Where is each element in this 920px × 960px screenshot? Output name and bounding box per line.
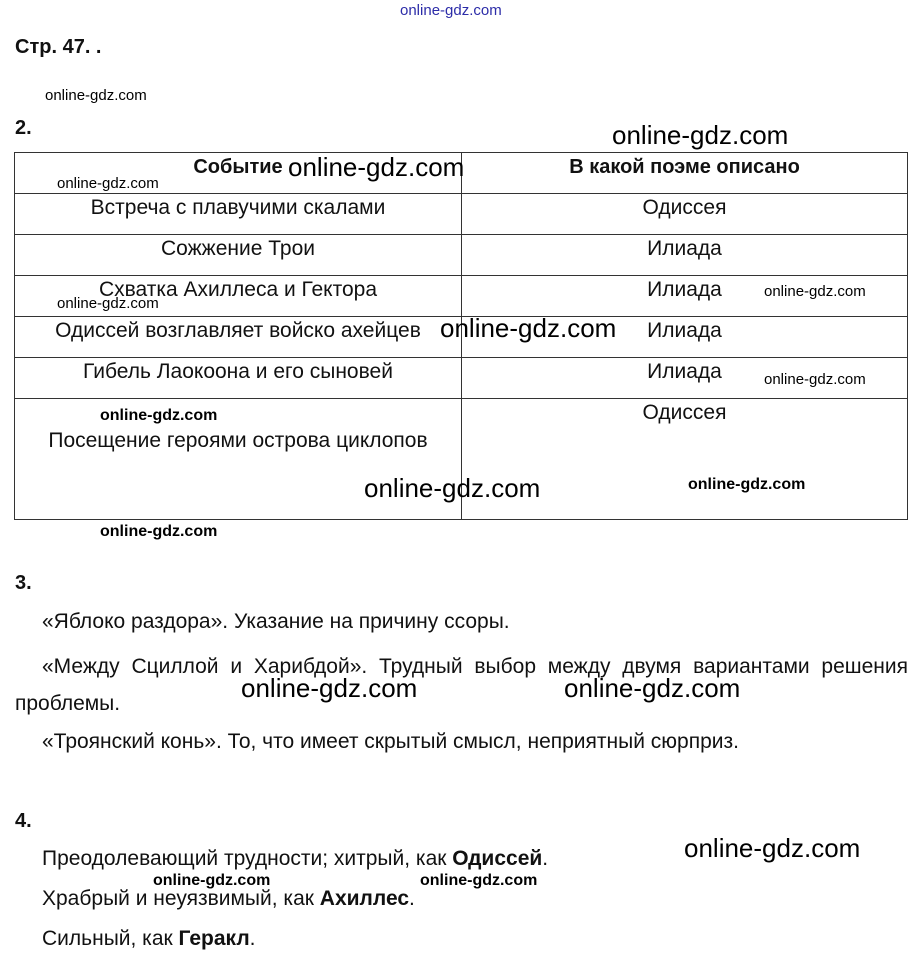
hero-name: Геракл [178,927,250,950]
event-cell: Одиссей возглавляет войско ахейцев [15,317,462,358]
watermark: online-gdz.com [57,295,159,312]
watermark: online-gdz.com [420,872,538,889]
watermark: online-gdz.com [57,175,159,192]
event-cell: Гибель Лаокоона и его сыновей [15,358,462,399]
watermark: online-gdz.com [288,152,465,182]
event-cell: Встреча с плавучими скалами [15,194,462,235]
watermark: online-gdz.com [241,673,418,703]
watermark: online-gdz.com [100,523,218,540]
trait-line [42,925,256,953]
trait-line [42,845,548,873]
idiom-line: «Троянский конь». То, что имеет скрытый смысл, неприятный сюрприз. [42,730,739,753]
poem-cell: Одиссея [462,399,908,520]
watermark: online-gdz.com [612,120,789,150]
watermark: online-gdz.com [564,673,741,703]
watermark: online-gdz.com [764,283,866,300]
task-4-number: 4. [15,810,32,832]
trait-end: . [409,887,415,910]
poem-cell: Илиада [462,358,908,399]
watermark: online-gdz.com [440,313,617,343]
idiom-line: «Яблоко раздора». Указание на причину ссоры. [42,610,510,633]
watermark: online-gdz.com [100,407,218,424]
task-2-number: 2. [15,117,32,139]
event-cell: Схватка Ахиллеса и Гектора [15,276,462,317]
trait-end: . [542,847,549,870]
watermark: online-gdz.com [45,87,147,104]
poem-cell: Одиссея [462,194,908,235]
watermark: online-gdz.com [688,476,806,493]
hero-name: Одиссей [452,847,543,870]
watermark: online-gdz.com [684,833,861,863]
header-event: Событие [15,153,462,194]
event-cell: Посещение героями острова циклопов [15,399,462,520]
watermark: online-gdz.com [364,473,541,503]
watermark-top: online-gdz.com [400,2,502,19]
trait-end: . [249,927,256,950]
header-poem: В какой поэме описано [462,153,908,194]
idiom-line: «Между Сциллой и Харибдой». Трудный выбор между двумя вариантами решения проблемы. [15,655,908,715]
page-title: Стр. 47. . [15,36,102,58]
trait-text: Сильный, как [42,927,179,950]
watermark: online-gdz.com [153,872,271,889]
hero-name: Ахиллес [319,887,410,910]
table-row [15,194,908,235]
trait-text: Храбрый и неуязвимый, как [42,887,320,910]
poem-cell: Илиада [462,235,908,276]
trait-text: Преодолевающий трудности; хитрый, как [42,847,453,870]
poem-cell: Илиада [462,276,908,317]
table-row [15,235,908,276]
task-3-number: 3. [15,572,32,594]
watermark: online-gdz.com [764,371,866,388]
event-cell: Сожжение Трои [15,235,462,276]
poem-cell: Илиада [462,317,908,358]
trait-line [42,885,415,913]
